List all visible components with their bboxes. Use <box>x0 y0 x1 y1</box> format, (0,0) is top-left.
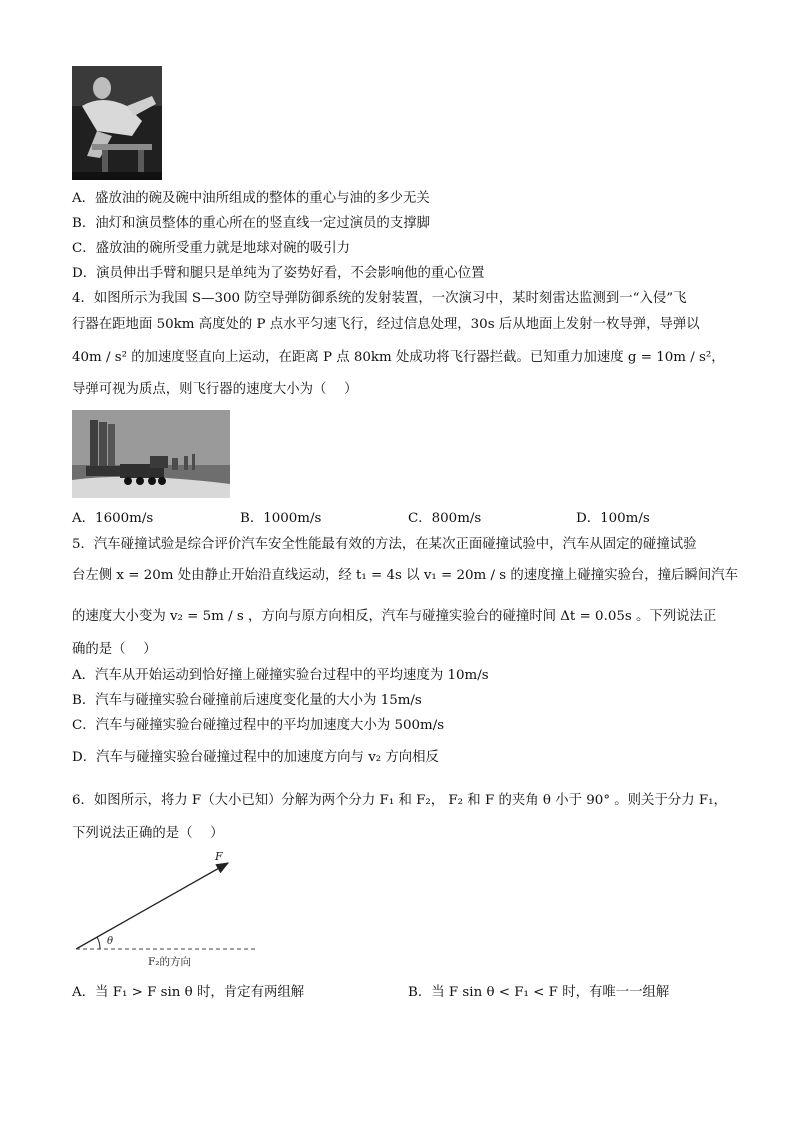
q3-option-d: D．演员伸出手臂和腿只是单纯为了姿势好看，不会影响他的重心位置 <box>72 266 485 281</box>
q4-text-line4: 导弹可视为质点，则飞行器的速度大小为（ ） <box>72 382 358 397</box>
q6-text-line1: 6．如图所示，将力 F（大小已知）分解为两个分力 F₁ 和 F₂， F₂ 和 F 的夹角 θ 小于 90° 。则关于分力 F₁， <box>72 793 727 808</box>
missile-launcher-photo-art <box>72 410 230 498</box>
q3-option-a: A．盛放油的碗及碗中油所组成的整体的重心与油的多少无关 <box>72 191 430 206</box>
q4-option-a: A．1600m/s <box>72 511 154 526</box>
q5-text-line2: 台左侧 x = 20m 处由静止开始沿直线运动，经 t₁ = 4s 以 v₁ = 20m / s 的速度撞上碰撞实验台，撞后瞬间汽车 <box>72 568 739 583</box>
missile-launcher-photo <box>72 410 230 498</box>
q6-option-b: B．当 F sin θ < F₁ < F 时，有唯一一组解 <box>408 985 670 1000</box>
q5-option-d: D．汽车与碰撞实验台碰撞过程中的加速度方向与 v₂ 方向相反 <box>72 750 439 765</box>
q5-text-line4: 确的是（ ） <box>72 642 157 657</box>
q4-option-b: B．1000m/s <box>240 511 322 526</box>
q5-text-line3: 的速度大小变为 v₂ = 5m / s ，方向与原方向相反，汽车与碰撞实验台的碰撞时间 Δt = 0.05s 。下列说法正 <box>72 609 717 624</box>
q4-option-d: D．100m/s <box>576 511 650 526</box>
q5-option-c: C．汽车与碰撞实验台碰撞过程中的平均加速度大小为 500m/s <box>72 718 445 733</box>
q4-text-line2: 行器在距地面 50km 高度处的 P 点水平匀速飞行，经过信息处理，30s 后从地面上发射一枚导弹，导弹以 <box>72 317 700 332</box>
theta-arc <box>97 937 100 949</box>
q6-option-a: A．当 F₁ > F sin θ 时，肯定有两组解 <box>72 985 305 1000</box>
q4-option-c: C．800m/s <box>408 511 482 526</box>
q3-option-c: C．盛放油的碗所受重力就是地球对碗的吸引力 <box>72 241 351 256</box>
q5-option-a: A．汽车从开始运动到恰好撞上碰撞实验台过程中的平均速度为 10m/s <box>72 668 489 683</box>
force-f-arrow <box>76 863 228 949</box>
q3-option-b: B．油灯和演员整体的重心所在的竖直线一定过演员的支撑脚 <box>72 216 430 231</box>
q4-text-line1: 4．如图所示为我国 S—300 防空导弹防御系统的发射装置，一次演习中，某时刻雷达监测到一“入侵”飞 <box>72 291 687 306</box>
theta-label: θ <box>107 936 114 947</box>
q5-option-b: B．汽车与碰撞实验台碰撞前后速度变化量的大小为 15m/s <box>72 693 422 708</box>
force-f-label: F <box>215 850 223 863</box>
performer-photo-art <box>72 66 162 180</box>
q6-text-line2: 下列说法正确的是（ ） <box>72 826 224 841</box>
q4-text-line3: 40m / s² 的加速度竖直向上运动，在距离 P 点 80km 处成功将飞行器拦截。已知重力加速度 g = 10m / s²， <box>72 350 725 365</box>
force-diagram <box>60 845 270 970</box>
performer-photo <box>72 66 162 180</box>
q5-text-line1: 5．汽车碰撞试验是综合评价汽车安全性能最有效的方法，在某次正面碰撞试验中，汽车从固定的碰撞试验 <box>72 537 697 552</box>
f2-direction-label: F₂的方向 <box>148 956 191 968</box>
